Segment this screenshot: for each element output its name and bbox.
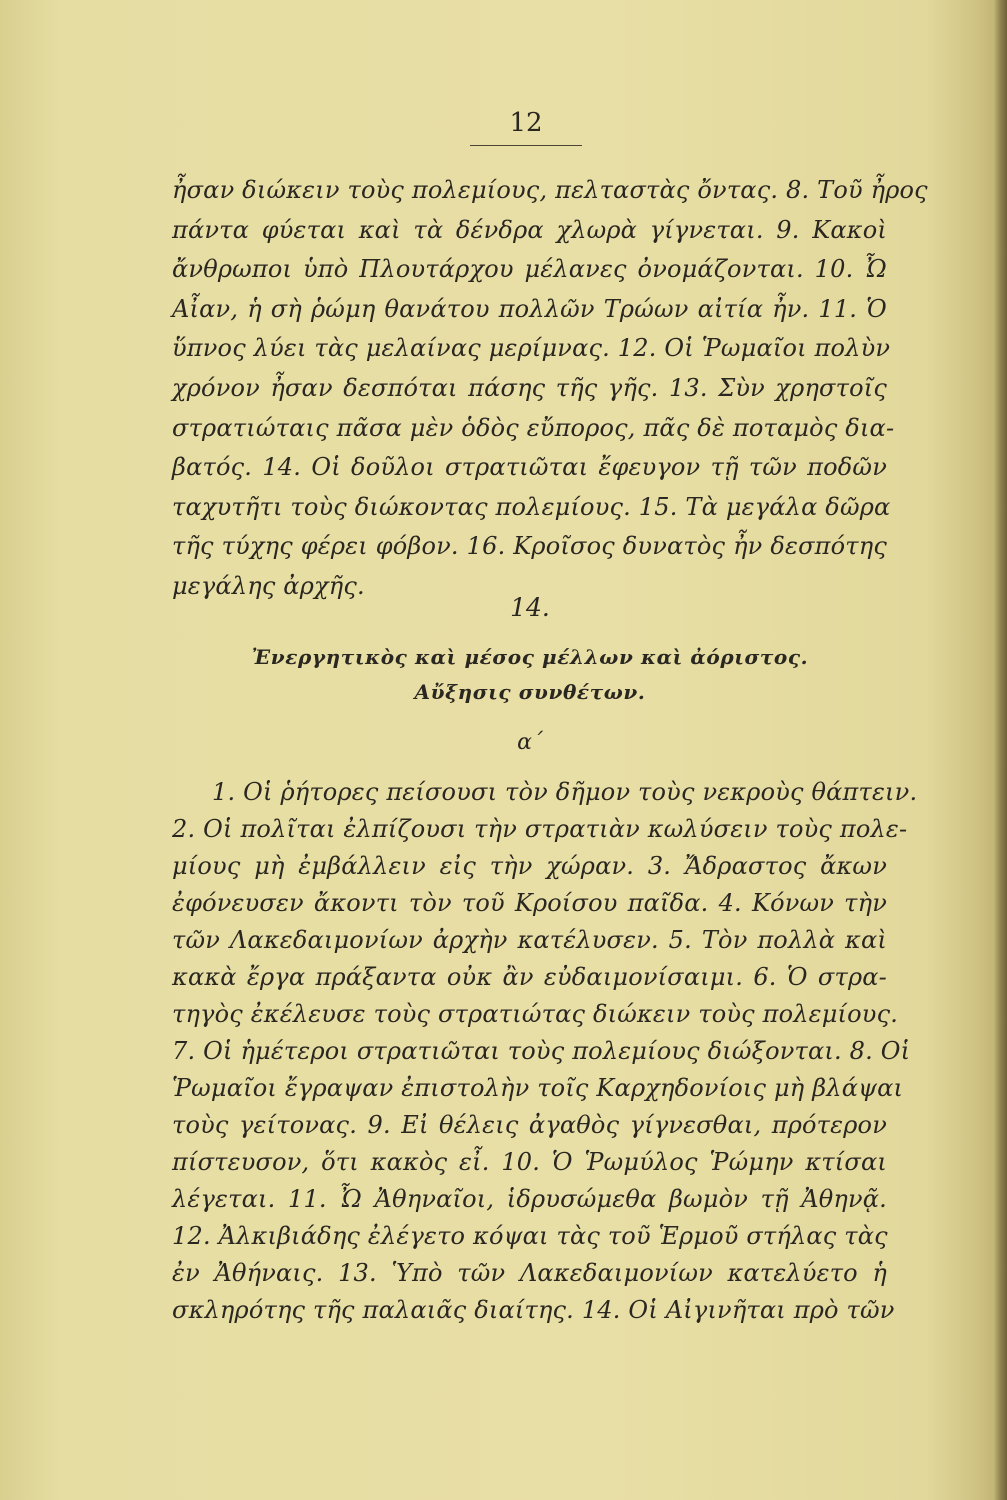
text-line: τῶν Λακεδαιμονίων ἀρχὴν κατέλυσεν. 5. Τὸν πολλὰ καὶ [172,926,887,954]
text-line: μεγάλης ἀρχῆς. [172,572,365,600]
text-line: πάντα φύεται καὶ τὰ δένδρα χλωρὰ γίγνεται. 9. Κακοὶ [172,216,887,244]
text-line: βατός. 14. Οἱ δοῦλοι στρατιῶται ἔφευγον τῇ τῶν ποδῶν [172,453,887,481]
text-line: ἐν Ἀθήναις. 13. Ὑπὸ τῶν Λακεδαιμονίων κατελύετο ἡ [172,1259,887,1287]
page-number-rule [470,145,582,146]
text-line: τηγὸς ἐκέλευσε τοὺς στρατιώτας διώκειν τοὺς πολεμίους. [172,1000,899,1028]
text-line: σκληρότης τῆς παλαιᾶς διαίτης. 14. Οἱ Αἰγινῆται πρὸ τῶν [172,1296,895,1324]
section-subheading: Αὔξησις συνθέτων. [414,680,646,704]
subsection-mark: α΄ [517,730,543,755]
text-line: λέγεται. 11. Ὦ Ἀθηναῖοι, ἱδρυσώμεθα βωμὸν τῇ Ἀθηνᾷ. [172,1185,887,1213]
text-line: χρόνον ἦσαν δεσπόται πάσης τῆς γῆς. 13. Σὺν χρηστοῖς [172,374,887,402]
section-number: 14. [510,593,550,622]
text-line: 1. Οἱ ῥήτορες πείσουσι τὸν δῆμον τοὺς νεκροὺς θάπτειν. [212,778,918,806]
text-line: μίους μὴ ἐμβάλλειν εἰς τὴν χώραν. 3. Ἄδραστος ἄκων [172,852,887,880]
page-number: 12 [509,108,543,138]
text-line: 2. Οἱ πολῖται ἐλπίζουσι τὴν στρατιὰν κωλύσειν τοὺς πολε- [172,815,908,843]
text-line: στρατιώταις πᾶσα μὲν ὁδὸς εὔπορος, πᾶς δὲ ποταμὸς δια- [172,414,895,442]
text-line: Ῥωμαῖοι ἔγραψαν ἐπιστολὴν τοῖς Καρχηδονίοις μὴ βλάψαι [172,1074,904,1102]
page-edge-shadow [993,0,1007,1500]
text-line: τῆς τύχης φέρει φόβον. 16. Κροῖσος δυνατὸς ἦν δεσπότης [172,532,887,560]
text-line: πίστευσον, ὅτι κακὸς εἶ. 10. Ὁ Ῥωμύλος Ῥώμην κτίσαι [172,1148,887,1176]
text-line: ἄνθρωποι ὑπὸ Πλουτάρχου μέλανες ὀνομάζονται. 10. Ὦ [172,255,887,283]
text-line: ἐφόνευσεν ἄκοντι τὸν τοῦ Κροίσου παῖδα. 4. Κόνων τὴν [172,889,887,917]
text-line: κακὰ ἔργα πράξαντα οὐκ ἂν εὐδαιμονίσαιμι. 6. Ὁ στρα- [172,963,887,991]
text-line: τοὺς γείτονας. 9. Εἰ θέλεις ἀγαθὸς γίγνεσθαι, πρότερον [172,1111,887,1139]
text-line: ὕπνος λύει τὰς μελαίνας μερίμνας. 12. Οἱ Ῥωμαῖοι πολὺν [172,334,891,362]
section-heading: Ἐνεργητικὸς καὶ μέσος μέλλων καὶ ἀόριστος. [251,645,809,669]
text-line: 7. Οἱ ἡμέτεροι στρατιῶται τοὺς πολεμίους διώξονται. 8. Οἱ [172,1037,911,1065]
text-line: Αἶαν, ἡ σὴ ῥώμη θανάτου πολλῶν Τρώων αἰτία ἦν. 11. Ὁ [172,295,887,323]
text-line: ταχυτῆτι τοὺς διώκοντας πολεμίους. 15. Τὰ μεγάλα δῶρα [172,493,891,521]
text-line: ἦσαν διώκειν τοὺς πολεμίους, πελταστὰς ὄντας. 8. Τοῦ ἦρος [172,176,928,204]
text-line: 12. Ἀλκιβιάδης ἐλέγετο κόψαι τὰς τοῦ Ἑρμοῦ στήλας τὰς [172,1222,888,1250]
